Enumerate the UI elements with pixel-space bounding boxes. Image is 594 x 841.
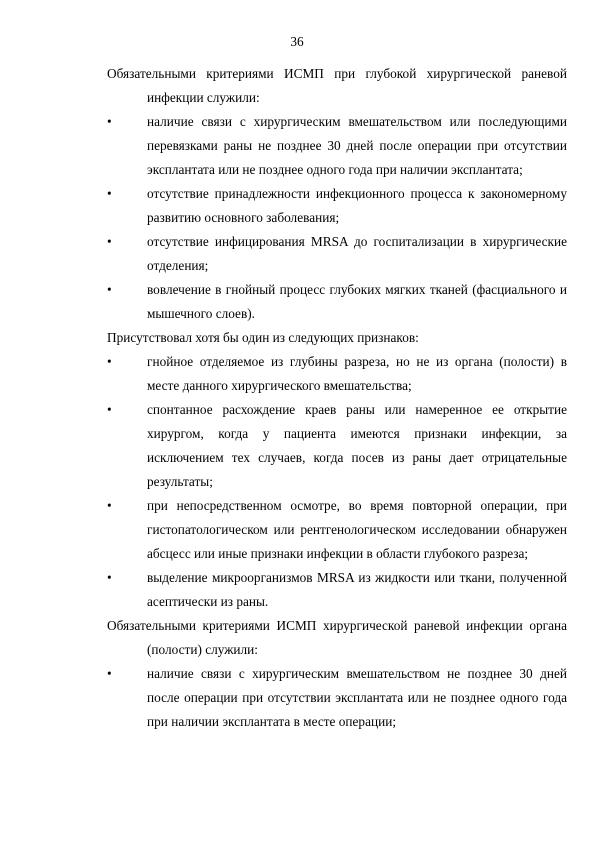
list-item	[107, 662, 567, 734]
list-item	[107, 182, 567, 230]
section-heading: Обязательными критериями ИСМП при глубокой хирургической раневой инфекции служили:	[107, 66, 567, 105]
bullet-icon: •	[107, 498, 112, 513]
bullet-icon: •	[107, 186, 112, 201]
list-item	[107, 110, 567, 182]
page-number: 36	[290, 34, 304, 49]
list-item-text: отсутствие инфицирования MRSA до госпитализации в хирургические отделения;	[147, 234, 567, 273]
list-item-text: наличие связи с хирургическим вмешательством не позднее 30 дней после операции при отсутствии эксплантата или не позднее одного года при наличии эксплантата в месте операции;	[147, 666, 567, 729]
page-body	[107, 62, 567, 734]
list-item	[107, 350, 567, 398]
section-heading: Обязательными критериями ИСМП хирургической раневой инфекции органа (полости) служили:	[107, 618, 567, 657]
bullet-icon: •	[107, 114, 112, 129]
bullet-icon: •	[107, 354, 112, 369]
list-item-text: гнойное отделяемое из глубины разреза, но не из органа (полости) в месте данного хирургического вмешательства;	[147, 354, 567, 393]
bullet-icon: •	[107, 666, 112, 681]
organ-criteria-list	[107, 662, 567, 734]
list-item	[107, 398, 567, 494]
bullet-icon: •	[107, 234, 112, 249]
list-item	[107, 278, 567, 326]
list-item	[107, 494, 567, 566]
criteria-list	[107, 110, 567, 326]
bullet-icon: •	[107, 282, 112, 297]
section-heading: Присутствовал хотя бы один из следующих признаков:	[107, 330, 419, 345]
list-item-text: при непосредственном осмотре, во время повторной операции, при гистопатологическом или рентгенологическом исследовании обнаружен абсцесс или иные признаки инфекции в области глубокого разреза;	[147, 498, 567, 561]
list-item-text: спонтанное расхождение краев раны или намеренное ее открытие хирургом, когда у пациента имеются признаки инфекции, за исключением тех случаев, когда посев из раны дает отрицательные результаты;	[147, 402, 567, 489]
list-item-text: выделение микроорганизмов MRSA из жидкости или ткани, полученной асептически из раны.	[147, 570, 567, 609]
list-item-text: вовлечение в гнойный процесс глубоких мягких тканей (фасциального и мышечного слоев).	[147, 282, 567, 321]
bullet-icon: •	[107, 570, 112, 585]
list-item	[107, 230, 567, 278]
bullet-icon: •	[107, 402, 112, 417]
signs-list	[107, 350, 567, 614]
list-item	[107, 566, 567, 614]
list-item-text: отсутствие принадлежности инфекционного процесса к закономерному развитию основного заболевания;	[147, 186, 567, 225]
list-item-text: наличие связи с хирургическим вмешательством или последующими перевязками раны не позднее 30 дней после операции при отсутствии эксплантата или не позднее одного года при наличии эксплантата;	[147, 114, 567, 177]
